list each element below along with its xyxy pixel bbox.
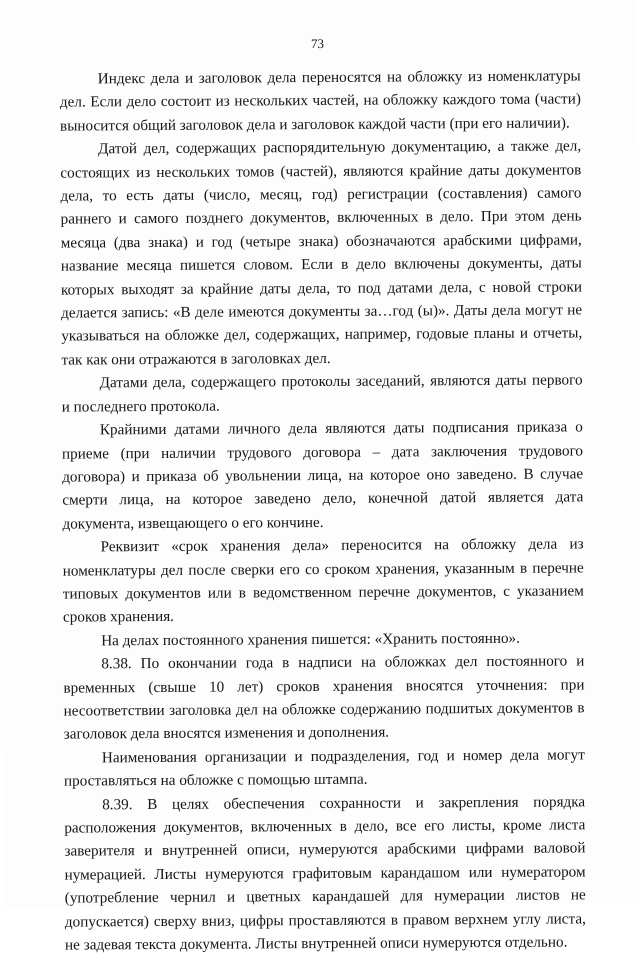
body-text — [60, 64, 586, 957]
paragraph-case-dates: Датой дел, содержащих распорядительную документацию, а также дел, состоящих из нескольких томов (частей), являются крайние даты документов дела, то есть даты (число, месяц, год) регистрации (составления) самого раннего и самого позднего документов, включенных в дело. При этом день месяца (два знака) и год (четыре знака) обозначаются арабскими цифрами, название месяца пишется словом. Если в дело включены документы, даты которых выходят за крайние даты дела, то под датами дела, с новой строки делается запись: «В деле имеются документы за…год (ы)». Даты дела могут не указываться на обложке дел, содержащих, например, годовые планы и отчеты, так как они отражаются в заголовках дел. — [60, 137, 583, 369]
paragraph-case-index-title: Индекс дела и заголовок дела переносятся на обложку из номенклатуры дел. Если дело состоит из нескольких частей, на обложку каждого тома (части) выносится общий заголовок дела и заголовок каждой части (при его наличии). — [59, 67, 581, 135]
paragraph-personal-file-dates: Крайними датами личного дела являются даты подписания приказа о приеме (при наличии трудового договора – дата заключения трудового договора) и приказа об увольнении лица, на которое оно заведено. В случае смерти лица, на которое заведено дело, конечной датой является дата документа, извещающего о его кончине. — [61, 418, 584, 533]
paragraph-protocol-dates: Датами дела, содержащего протоколы заседаний, являются даты первого и последнего протокола. — [61, 371, 583, 416]
paragraph-8-38: 8.38. По окончании года в надписи на обложках дел постоянного и временных (свыше 10 лет) сроков хранения вносятся уточнения: при несоответствии заголовка дел на обложке содержанию подшитых документов в заголовок дела вносятся изменения и дополнения. — [63, 652, 585, 743]
page-number: 73 — [310, 35, 325, 52]
paragraph-keep-permanently: На делах постоянного хранения пишется: «Хранить постоянно». — [101, 629, 520, 650]
paragraph-retention-period: Реквизит «срок хранения дела» переносится на обложку дела из номенклатуры дел после сверки его со сроком хранения, указанным в перечне типовых документов или в ведомственном перечне документов, с указанием сроков хранения. — [62, 535, 584, 626]
paragraph-8-39: 8.39. В целях обеспечения сохранности и закрепления порядка расположения документов, включенных в дело, все его листы, кроме листа заверителя и внутренней описи, нумеруются арабскими цифрами валовой нумерацией. Листы нумеруются графитовым карандашом или нумератором (употребление чернил и цветных карандашей для нумерации листов не допускается) сверху вниз, цифры проставляются в правом верхнем углу листа, не задевая текста документа. Листы внутренней описи нумеруются отдельно. — [64, 792, 586, 954]
paragraph-stamp: Наименования организации и подразделения, год и номер дела могут проставляться на обложке с помощью штампа. — [63, 746, 585, 790]
